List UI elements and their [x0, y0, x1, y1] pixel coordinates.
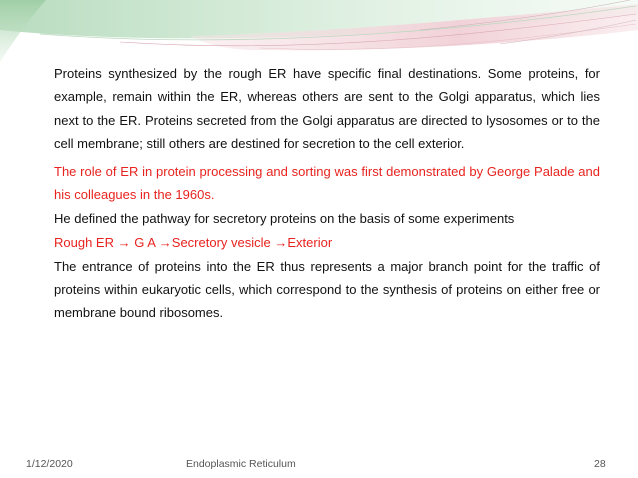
- footer-page-number: 28: [594, 458, 606, 470]
- footer-title: Endoplasmic Reticulum: [186, 458, 296, 470]
- line-pathway-sequence: Rough ER → G A →Secretory vesicle →Exterior: [54, 234, 333, 250]
- slide-body: [54, 62, 600, 325]
- paragraph-protein-destinations: Proteins synthesized by the rough ER have specific final destinations. Some proteins, for example, remain within the ER, whereas others are sent to the Golgi apparatus, which lies next to the ER. Proteins secreted from the Golgi apparatus are directed to lysosomes or to the cell membrane; still others are destined for secretion to the cell exterior.: [54, 66, 600, 151]
- footer-date: 1/12/2020: [26, 458, 73, 470]
- line-secretory-pathway: He defined the pathway for secretory proteins on the basis of some experiments: [54, 210, 515, 226]
- paragraph-branch-point: The entrance of proteins into the ER thus represents a major branch point for the traffic of proteins within eukaryotic cells, which correspond to the synthesis of proteins on either free or membrane bound ribosomes.: [54, 258, 600, 321]
- paragraph-palade-discovery: The role of ER in protein processing and sorting was first demonstrated by George Palade and his colleagues in the 1960s.: [54, 164, 600, 203]
